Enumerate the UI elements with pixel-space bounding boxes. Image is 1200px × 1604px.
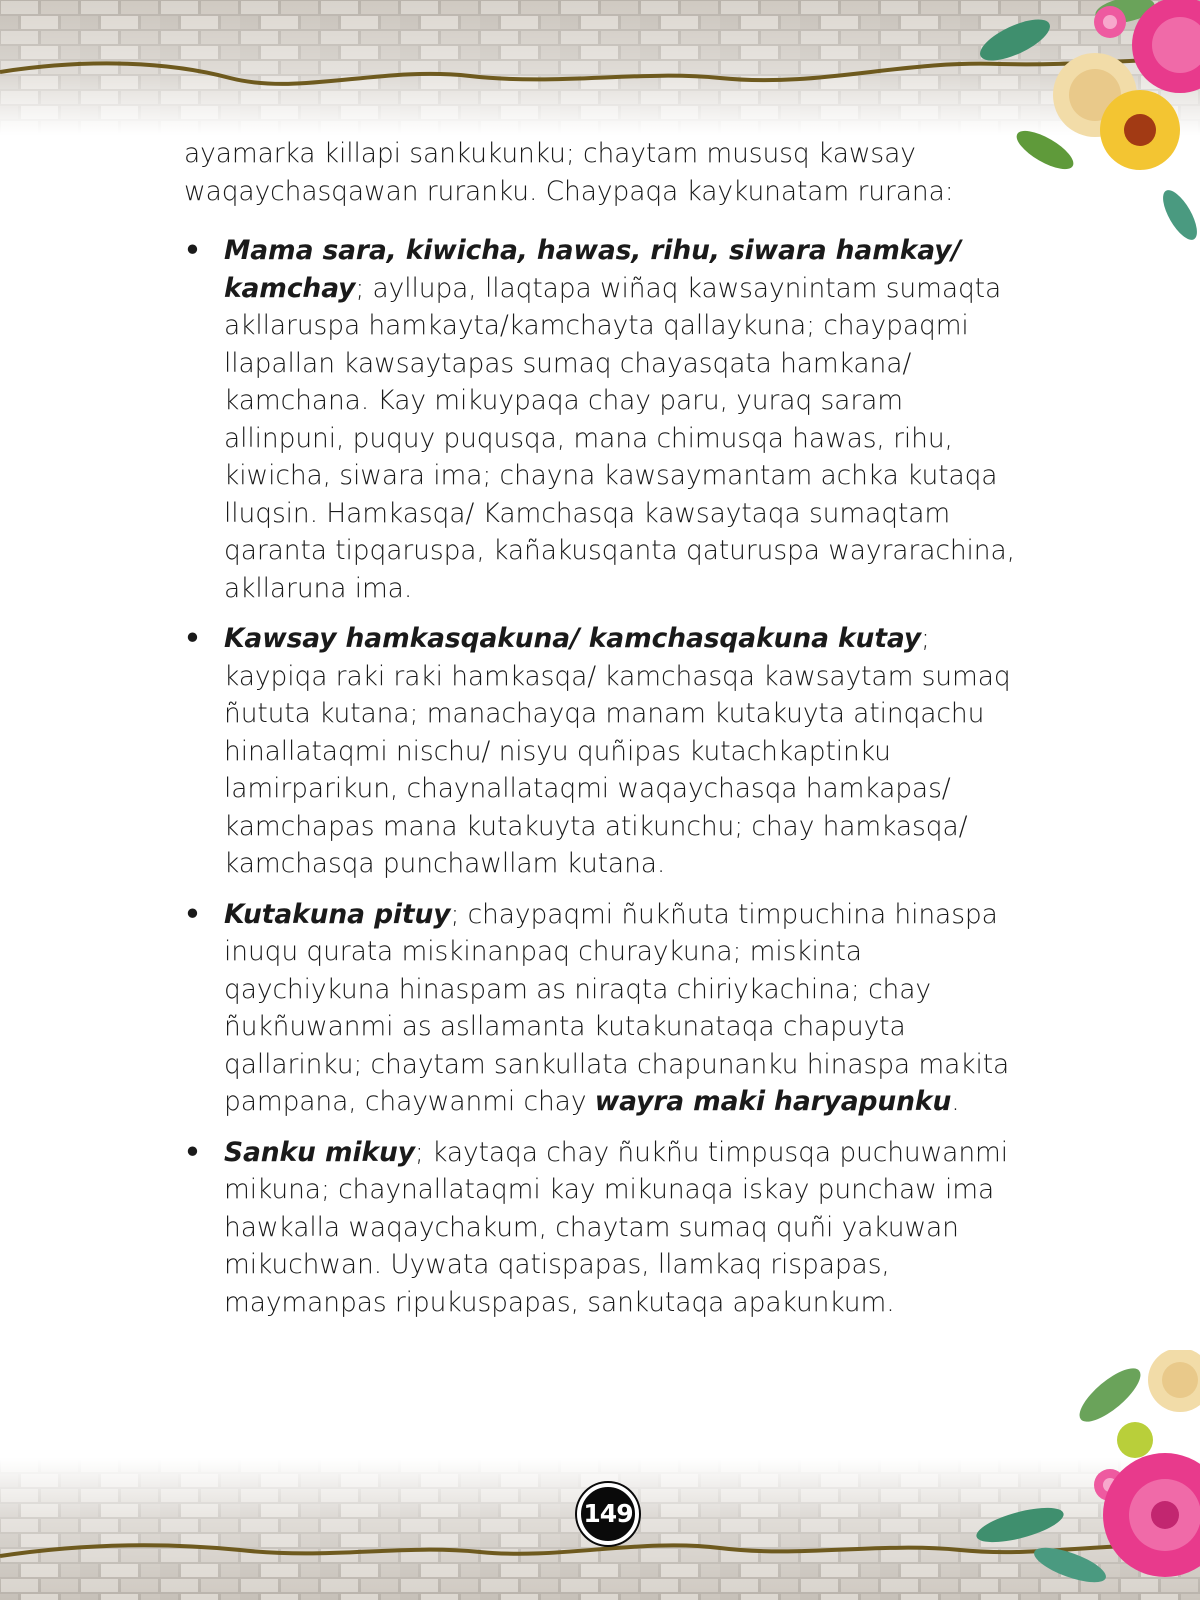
list-item-heading: Mama sara, kiwicha, hawas, rihu, siwara hamkay/ kamchay: [224, 235, 961, 304]
bullet-icon: •: [184, 235, 201, 266]
list-item-body: ; chaypaqmi ñukñuta timpuchina hinaspa inuqu qurata miskinanpaq churaykuna; miskinta qaychiykuna hinaspam as niraqta chiriykachina; chay ñukñuwanmi as asllamanta kutakunataqa chapuyta qallarinku; chaytam sankullata chapunanku hinaspa makita pampana, chaywanmi chay: [224, 898, 1010, 1117]
list-item-emphasis: wayra maki haryapunku: [594, 1086, 952, 1117]
flower-bouquet-icon: [960, 1350, 1200, 1600]
list-item-body: ; kaytaqa chay ñukñu timpusqa puchuwanmi mikuna; chaynallataqmi kay mikunaqa iskay punchaw ima hawkalla waqaychakum, chaytam sumaq quñi yakuwan mikuchwan. Uywata qatispapas, llamkaq rispapas, maymanpas ripukuspapas, sankutaqa apakunkum.: [224, 1136, 1008, 1318]
bullet-icon: •: [184, 623, 201, 654]
list-item: [184, 1134, 1024, 1322]
list-item-tail: .: [951, 1086, 960, 1117]
intro-paragraph: ayamarka killapi sankukunku; chaytam mususq kawsay waqaychasqawan ruranku. Chaypaqa kaykunatam rurana:: [184, 138, 954, 207]
bullet-icon: •: [184, 898, 201, 930]
page-number-badge: 149: [577, 1483, 639, 1545]
list-item-heading: Kutakuna pituy: [224, 898, 451, 930]
instruction-list: [184, 232, 1024, 1321]
list-item-body: ; ayllupa, llaqtapa wiñaq kawsaynintam sumaqta akllaruspa hamkayta/kamchayta qallaykuna; chaypaqmi llapallan kawsaytapas sumaq chayasqata hamkana/ kamchana. Kay mikuypaqa chay paru, yuraq saram allinpuni, puquy puqusqa, mana chimusqa hawas, rihu, kiwicha, siwara ima; chayna kawsaymantam achka kutaqa lluqsin. Hamkasqa/ Kamchasqa kawsaytaqa sumaqtam qaranta tipqaruspa, kañakusqanta qaturuspa wayrarachina, akllaruna ima.: [224, 272, 1015, 604]
list-item-heading: Kawsay hamkasqakuna/ kamchasqakuna kutay: [224, 623, 922, 654]
list-item-body: ; kaypiqa raki raki hamkasqa/ kamchasqa kawsaytam sumaq ñututa kutana; manachayqa manam kutakuyta atinqachu hinallataqmi nischu/ nisyu quñipas kutachkaptinku lamirparikun, chaynallataqmi waqaychasqa hamkapas/ kamchapas mana kutakuyta atikunchu; chay hamkasqa/ kamchasqa punchawllam kutana.: [224, 623, 1011, 879]
list-item: [184, 232, 1024, 607]
list-item-text: [224, 623, 1011, 879]
page-body: [184, 135, 1024, 1334]
list-item-text: [224, 235, 1015, 604]
list-item-text: [224, 899, 1009, 1118]
list-item-text: [224, 1137, 1008, 1318]
list-item: [184, 620, 1024, 883]
list-item: [184, 896, 1024, 1121]
bullet-icon: •: [184, 1136, 201, 1168]
floral-corner-bottom-right: [960, 1350, 1200, 1600]
list-item-heading: Sanku mikuy: [224, 1136, 415, 1168]
